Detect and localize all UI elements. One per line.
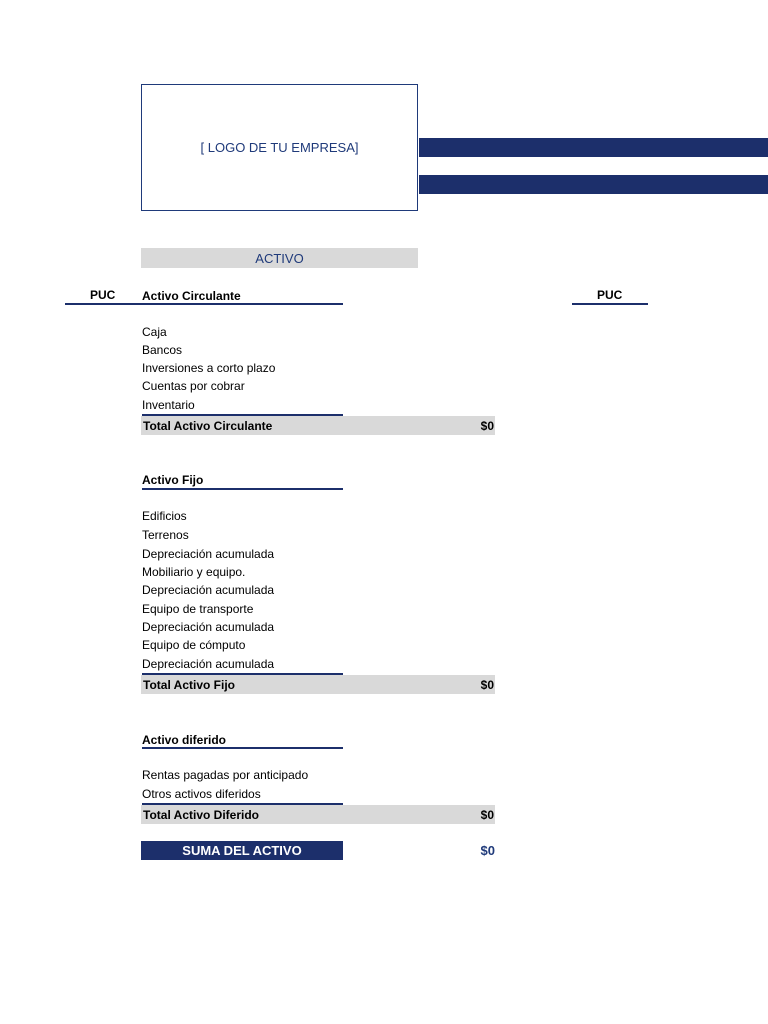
section-title-text: ACTIVO	[255, 250, 304, 266]
total-value: $0	[480, 807, 494, 822]
list-item: Terrenos	[142, 528, 189, 542]
total-label: Total Activo Circulante	[143, 418, 273, 433]
subhead-underline	[142, 488, 343, 490]
list-item: Rentas pagadas por anticipado	[142, 768, 309, 782]
subhead-activo-fijo: Activo Fijo	[142, 473, 204, 487]
section-title-activo	[141, 248, 418, 268]
list-item: Cuentas por cobrar	[142, 379, 245, 393]
suma-del-activo-value: $0	[480, 843, 495, 858]
subhead-activo-circulante: Activo Circulante	[142, 289, 241, 303]
list-item: Inventario	[142, 398, 195, 412]
list-item: Depreciación acumulada	[142, 583, 275, 597]
total-value: $0	[480, 677, 494, 692]
header-band-top	[419, 138, 768, 157]
list-item: Mobiliario y equipo.	[142, 565, 246, 579]
header-band-bottom	[419, 175, 768, 194]
total-value: $0	[480, 418, 494, 433]
puc-right-underline	[572, 303, 648, 305]
puc-left-underline	[65, 303, 343, 305]
puc-label-right: PUC	[597, 288, 623, 302]
puc-label-left: PUC	[90, 288, 116, 302]
total-activo-fijo-row	[141, 675, 495, 694]
total-activo-circulante-row	[141, 416, 495, 435]
list-item: Depreciación acumulada	[142, 620, 275, 634]
logo-placeholder-text: [ LOGO DE TU EMPRESA]	[200, 140, 359, 155]
list-item: Inversiones a corto plazo	[142, 361, 276, 375]
suma-del-activo-label	[141, 841, 343, 860]
list-item: Edificios	[142, 509, 187, 523]
list-item: Depreciación acumulada	[142, 657, 275, 671]
total-label: Total Activo Fijo	[143, 677, 235, 692]
subhead-activo-diferido: Activo diferido	[142, 733, 227, 747]
list-item: Caja	[142, 325, 167, 339]
list-item: Otros activos diferidos	[142, 787, 261, 801]
total-activo-diferido-row	[141, 805, 495, 824]
suma-label-text: SUMA DEL ACTIVO	[182, 843, 302, 858]
subhead-underline	[142, 747, 343, 749]
list-item: Equipo de transporte	[142, 602, 254, 616]
list-item: Equipo de cómputo	[142, 638, 246, 652]
total-label: Total Activo Diferido	[143, 807, 260, 822]
list-item: Bancos	[142, 343, 183, 357]
list-item: Depreciación acumulada	[142, 547, 275, 561]
logo-placeholder	[141, 84, 418, 211]
